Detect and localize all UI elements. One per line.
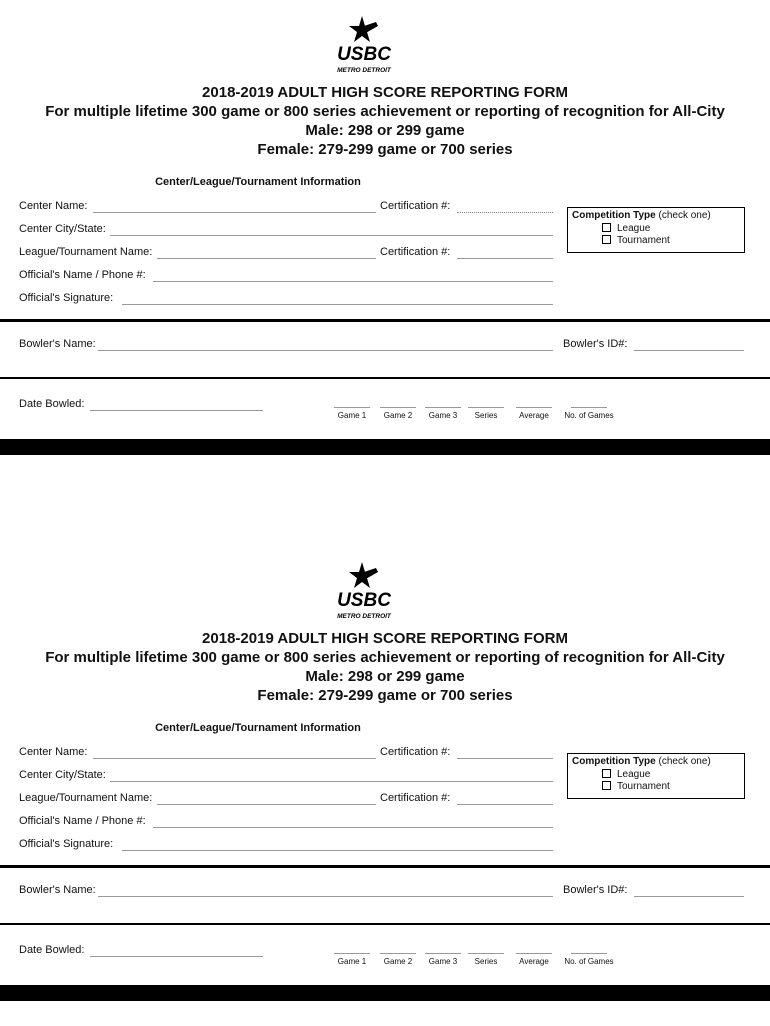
officials-signature-input[interactable] bbox=[122, 304, 553, 305]
date-bowled-input[interactable] bbox=[90, 410, 263, 411]
title-line-2: For multiple lifetime 300 game or 800 series achievement or reporting of recognition for All-City bbox=[45, 103, 725, 120]
score-form-2 bbox=[0, 546, 770, 1026]
form-title bbox=[0, 629, 770, 705]
center-city-state-label: Center City/State: bbox=[19, 769, 106, 781]
checkbox-icon[interactable] bbox=[602, 235, 611, 244]
league-tournament-name-label: League/Tournament Name: bbox=[19, 246, 153, 258]
usbc-logo-icon bbox=[322, 560, 406, 622]
divider bbox=[0, 377, 770, 379]
section-label: Center/League/Tournament Information bbox=[155, 176, 361, 188]
bowlers-id-label: Bowler's ID#: bbox=[563, 884, 628, 896]
bowlers-name-input[interactable] bbox=[98, 350, 553, 351]
center-city-state-input[interactable] bbox=[110, 235, 553, 236]
svg-text:USBC: USBC bbox=[337, 590, 391, 611]
score-game-3[interactable]: Game 3 bbox=[422, 407, 464, 420]
title-line-1: 2018-2019 ADULT HIGH SCORE REPORTING FORM bbox=[202, 630, 568, 647]
officials-signature-input[interactable] bbox=[122, 850, 553, 851]
score-average[interactable]: Average bbox=[511, 407, 557, 420]
league-tournament-name-input[interactable] bbox=[157, 258, 376, 259]
title-line-3: Male: 298 or 299 game bbox=[305, 122, 465, 139]
svg-text:METRO DETROIT: METRO DETROIT bbox=[337, 67, 391, 74]
certification-1-input[interactable] bbox=[457, 212, 553, 213]
certification-1-label: Certification #: bbox=[380, 200, 451, 212]
certification-1-input[interactable] bbox=[457, 758, 553, 759]
competition-type-title: Competition Type (check one) bbox=[572, 756, 711, 767]
officials-name-phone-label: Official's Name / Phone #: bbox=[19, 815, 146, 827]
score-series[interactable]: Series bbox=[465, 953, 507, 966]
competition-type-title: Competition Type (check one) bbox=[572, 210, 711, 221]
title-line-4: Female: 279-299 game or 700 series bbox=[257, 141, 513, 158]
bowlers-name-input[interactable] bbox=[98, 896, 553, 897]
cut-band bbox=[0, 985, 770, 1001]
certification-2-input[interactable] bbox=[457, 258, 553, 259]
center-city-state-label: Center City/State: bbox=[19, 223, 106, 235]
certification-1-label: Certification #: bbox=[380, 746, 451, 758]
officials-name-phone-label: Official's Name / Phone #: bbox=[19, 269, 146, 281]
date-bowled-input[interactable] bbox=[90, 956, 263, 957]
certification-2-label: Certification #: bbox=[380, 246, 451, 258]
title-line-1: 2018-2019 ADULT HIGH SCORE REPORTING FORM bbox=[202, 84, 568, 101]
title-line-4: Female: 279-299 game or 700 series bbox=[257, 687, 513, 704]
score-no-of-games[interactable]: No. of Games bbox=[560, 953, 618, 966]
competition-option-league[interactable]: League bbox=[602, 223, 650, 234]
competition-option-league[interactable]: League bbox=[602, 769, 650, 780]
score-game-3[interactable]: Game 3 bbox=[422, 953, 464, 966]
score-game-1[interactable]: Game 1 bbox=[331, 407, 373, 420]
score-game-2[interactable]: Game 2 bbox=[377, 407, 419, 420]
center-name-input[interactable] bbox=[93, 758, 376, 759]
score-no-of-games[interactable]: No. of Games bbox=[560, 407, 618, 420]
center-name-label: Center Name: bbox=[19, 746, 88, 758]
certification-2-input[interactable] bbox=[457, 804, 553, 805]
svg-text:METRO DETROIT: METRO DETROIT bbox=[337, 613, 391, 620]
league-tournament-name-input[interactable] bbox=[157, 804, 376, 805]
competition-type-box bbox=[567, 753, 745, 799]
center-name-label: Center Name: bbox=[19, 200, 88, 212]
score-average[interactable]: Average bbox=[511, 953, 557, 966]
score-game-1[interactable]: Game 1 bbox=[331, 953, 373, 966]
divider bbox=[0, 319, 770, 322]
officials-signature-label: Official's Signature: bbox=[19, 838, 114, 850]
competition-option-tournament[interactable]: Tournament bbox=[602, 781, 670, 792]
svg-text:USBC: USBC bbox=[337, 44, 391, 65]
center-city-state-input[interactable] bbox=[110, 781, 553, 782]
checkbox-icon[interactable] bbox=[602, 223, 611, 232]
competition-type-box bbox=[567, 207, 745, 253]
bowlers-id-input[interactable] bbox=[634, 350, 744, 351]
score-series[interactable]: Series bbox=[465, 407, 507, 420]
bowlers-name-label: Bowler's Name: bbox=[19, 884, 96, 896]
center-name-input[interactable] bbox=[93, 212, 376, 213]
certification-2-label: Certification #: bbox=[380, 792, 451, 804]
officials-signature-label: Official's Signature: bbox=[19, 292, 114, 304]
section-label: Center/League/Tournament Information bbox=[155, 722, 361, 734]
date-bowled-label: Date Bowled: bbox=[19, 398, 85, 410]
divider bbox=[0, 923, 770, 925]
usbc-logo-icon bbox=[322, 14, 406, 76]
divider bbox=[0, 865, 770, 868]
checkbox-icon[interactable] bbox=[602, 769, 611, 778]
title-line-3: Male: 298 or 299 game bbox=[305, 668, 465, 685]
checkbox-icon[interactable] bbox=[602, 781, 611, 790]
bowlers-name-label: Bowler's Name: bbox=[19, 338, 96, 350]
date-bowled-label: Date Bowled: bbox=[19, 944, 85, 956]
league-tournament-name-label: League/Tournament Name: bbox=[19, 792, 153, 804]
title-line-2: For multiple lifetime 300 game or 800 series achievement or reporting of recognition for All-City bbox=[45, 649, 725, 666]
score-form-1 bbox=[0, 0, 770, 480]
officials-name-phone-input[interactable] bbox=[153, 281, 553, 282]
officials-name-phone-input[interactable] bbox=[153, 827, 553, 828]
bowlers-id-label: Bowler's ID#: bbox=[563, 338, 628, 350]
score-game-2[interactable]: Game 2 bbox=[377, 953, 419, 966]
competition-option-tournament[interactable]: Tournament bbox=[602, 235, 670, 246]
form-title bbox=[0, 83, 770, 159]
cut-band bbox=[0, 439, 770, 455]
bowlers-id-input[interactable] bbox=[634, 896, 744, 897]
